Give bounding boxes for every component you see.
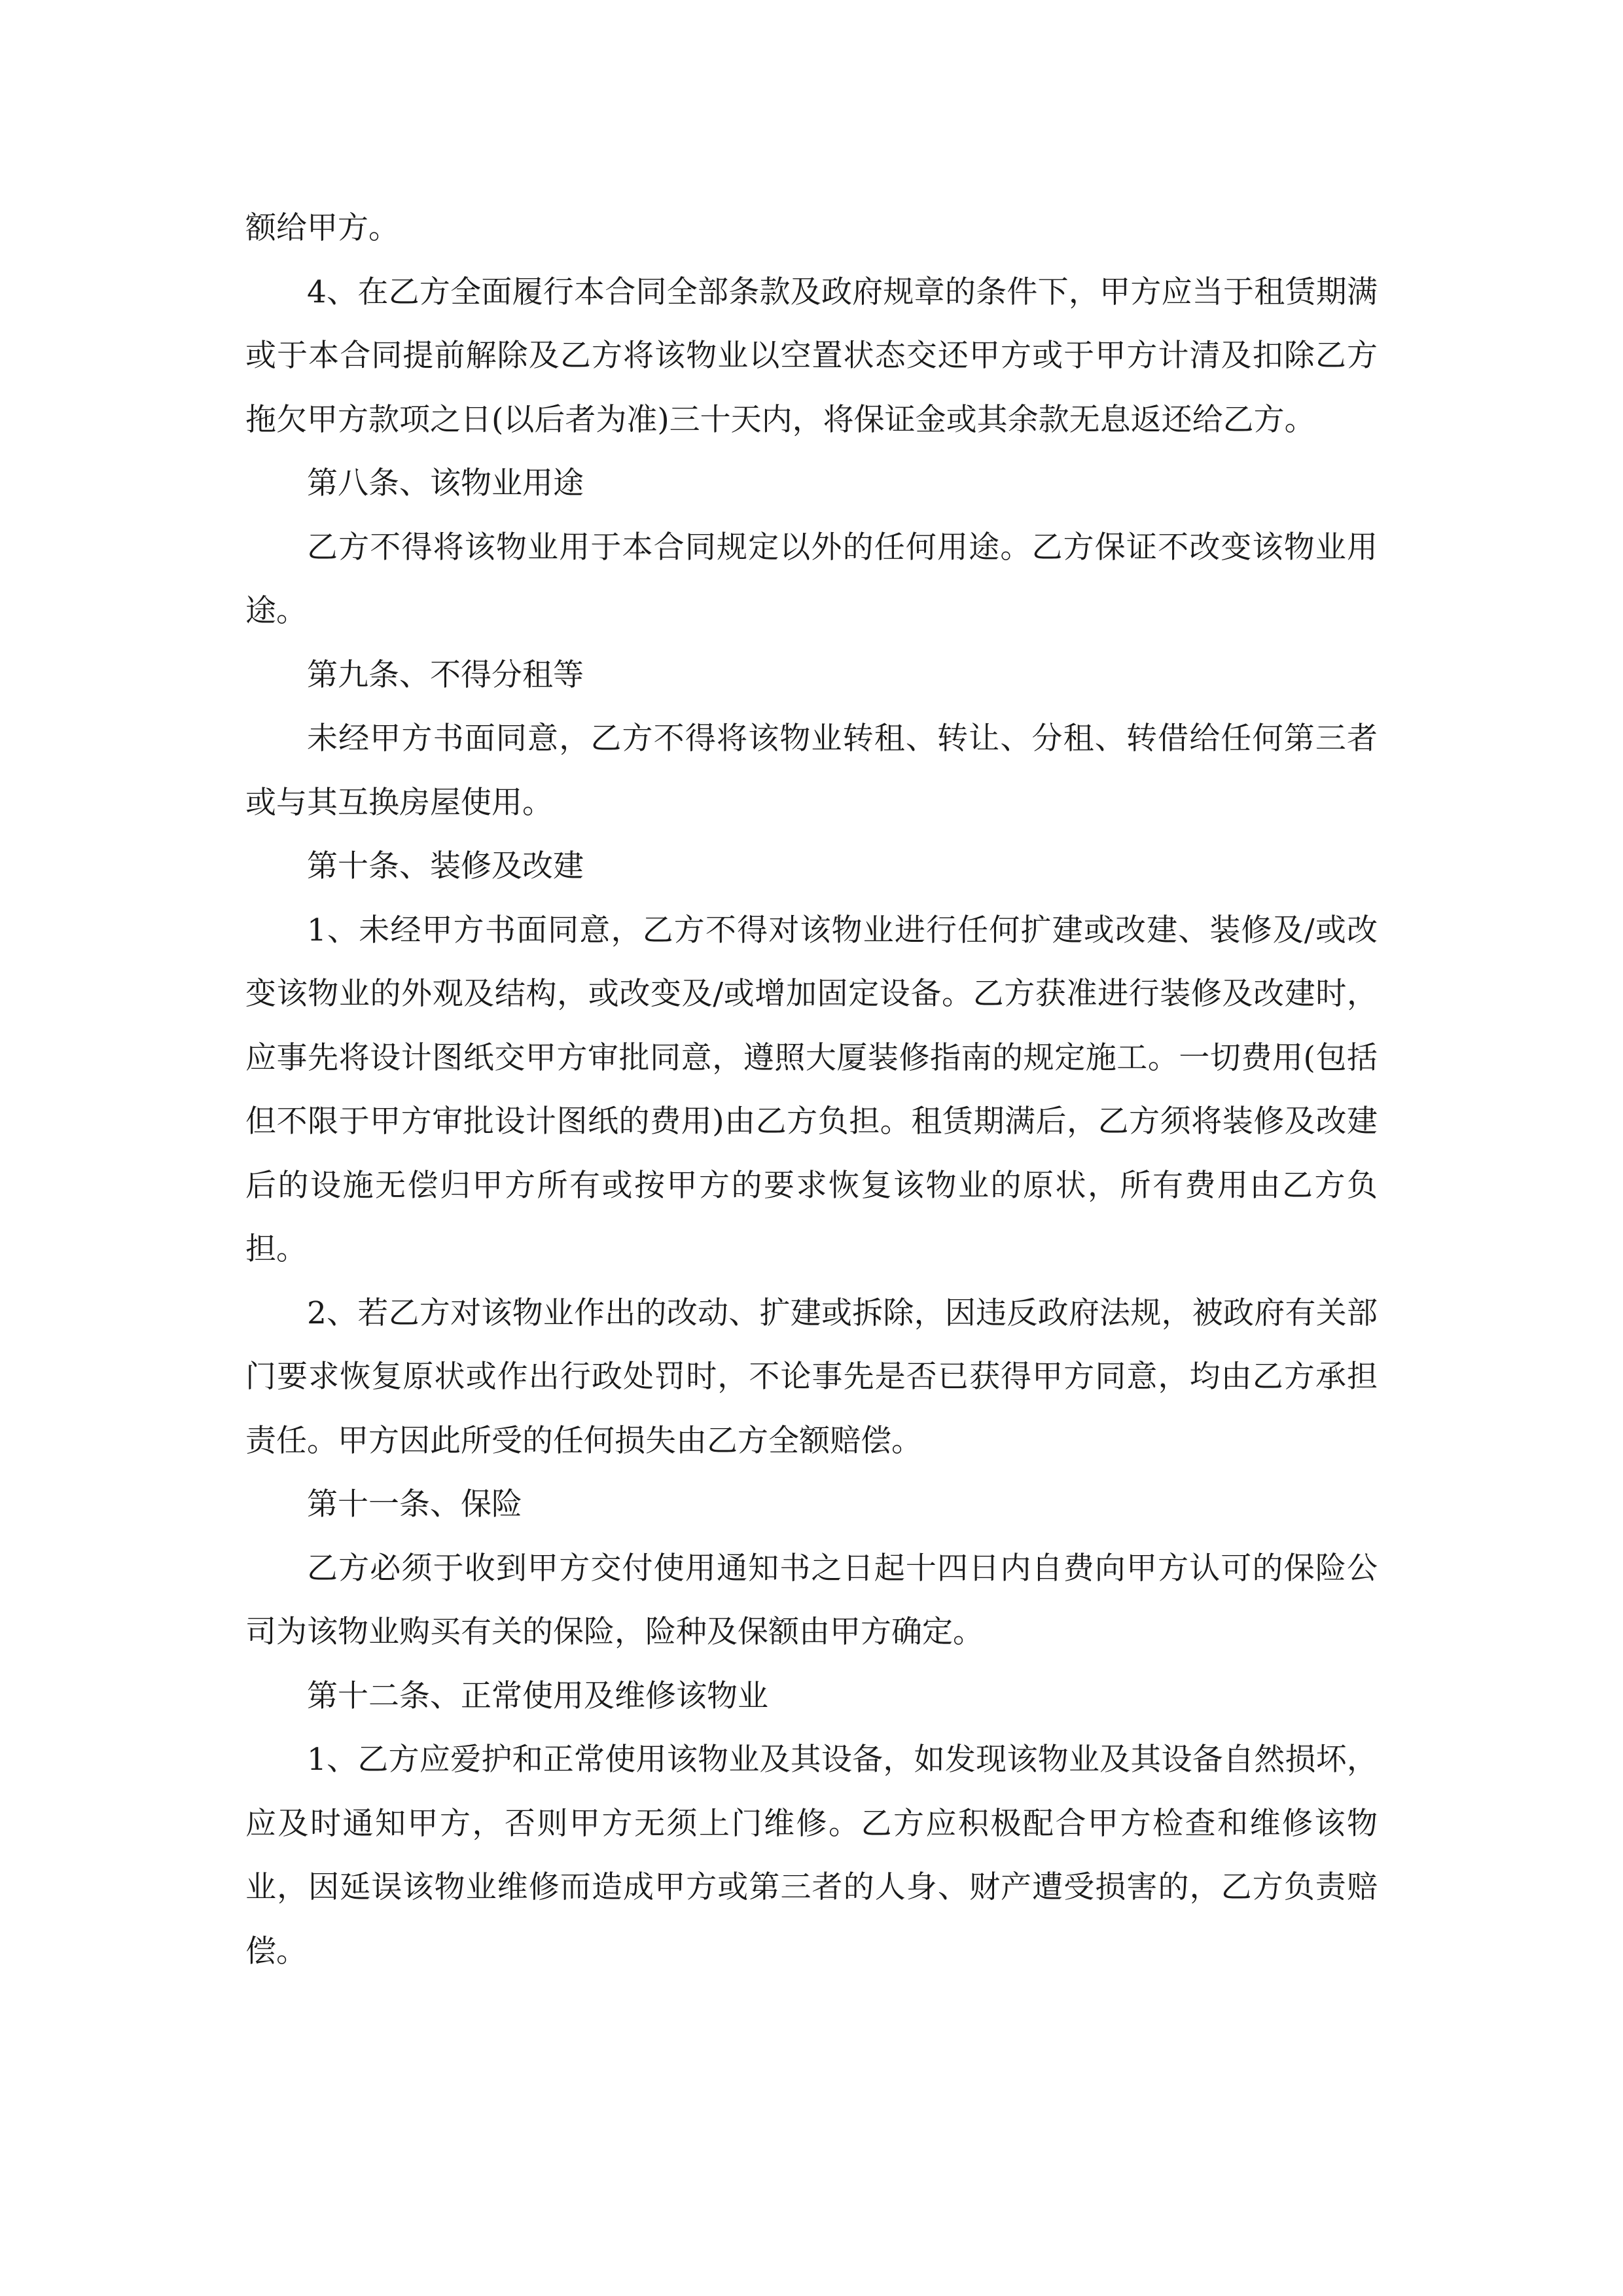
article-10-clause-2: 2、若乙方对该物业作出的改动、扩建或拆除，因违反政府法规，被政府有关部门要求恢复原状或作出行政处罚时，不论事先是否已获得甲方同意，均由乙方承担责任。甲方因此所受的任何损失由乙方全额赔偿。 — [245, 1295, 1378, 1459]
article-9-heading: 第九条、不得分租等 — [307, 656, 584, 693]
article-12-heading: 第十二条、正常使用及维修该物业 — [307, 1677, 768, 1714]
article-12-clause-1: 1、乙方应爱护和正常使用该物业及其设备，如发现该物业及其设备自然损坏，应及时通知甲方，否则甲方无须上门维修。乙方应积极配合甲方检查和维修该物业，因延误该物业维修而造成甲方或第三者的人身、财产遭受损害的，乙方负责赔偿。 — [245, 1742, 1378, 1969]
article-8-body: 乙方不得将该物业用于本合同规定以外的任何用途。乙方保证不改变该物业用途。 — [245, 529, 1378, 629]
article-10-clause-1: 1、未经甲方书面同意，乙方不得对该物业进行任何扩建或改建、装修及/或改变该物业的外观及结构，或改变及/或增加固定设备。乙方获准进行装修及改建时，应事先将设计图纸交甲方审批同意，遵照大厦装修指南的规定施工。一切费用(包括但不限于甲方审批设计图纸的费用)由乙方负担。租赁期满后，乙方须将装修及改建后的设施无偿归甲方所有或按甲方的要求恢复该物业的原状，所有费用由乙方负担。 — [245, 912, 1378, 1267]
paragraph-continuation: 额给甲方。 — [245, 210, 399, 246]
article-10-heading: 第十条、装修及改建 — [307, 848, 584, 884]
article-8-heading: 第八条、该物业用途 — [307, 465, 584, 501]
article-11-body: 乙方必须于收到甲方交付使用通知书之日起十四日内自费向甲方认可的保险公司为该物业购买有关的保险，险种及保额由甲方确定。 — [245, 1550, 1378, 1650]
article-11-heading: 第十一条、保险 — [307, 1486, 522, 1522]
article-9-body: 未经甲方书面同意，乙方不得将该物业转租、转让、分租、转借给任何第三者或与其互换房屋使用。 — [245, 721, 1378, 821]
paragraph-deposit-return: 4、在乙方全面履行本合同全部条款及政府规章的条件下，甲方应当于租赁期满或于本合同提前解除及乙方将该物业以空置状态交还甲方或于甲方计清及扣除乙方拖欠甲方款项之日(以后者为准)三十天内，将保证金或其余款无息返还给乙方。 — [245, 274, 1378, 438]
document-body — [245, 196, 1378, 1983]
